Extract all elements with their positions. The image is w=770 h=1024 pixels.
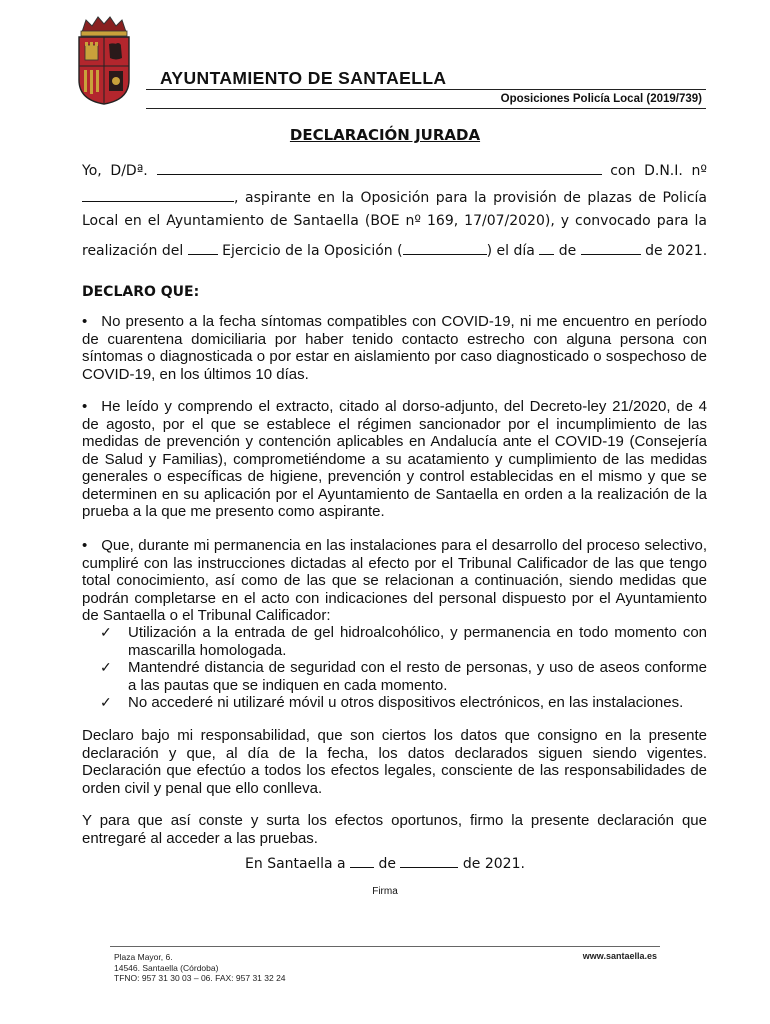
month-label: de (558, 243, 577, 259)
form-line-name (82, 160, 707, 179)
signature-month-label: de (378, 856, 397, 872)
checklist-text: Utilización a la entrada de gel hidroalcohólico, y permanencia en todo momento con mascarilla homologada. (128, 624, 707, 659)
footer-address-line: Plaza Mayor, 6. (114, 952, 173, 962)
footer-rule (110, 946, 660, 947)
bullet-icon: • (82, 398, 88, 415)
name-field[interactable] (157, 160, 602, 175)
dni-field[interactable] (82, 187, 234, 202)
day-field[interactable] (539, 240, 554, 255)
exercise-name-field[interactable] (403, 240, 487, 255)
footer-address (114, 952, 286, 984)
checkmark-icon: ✓ (100, 659, 112, 675)
checklist-item (100, 659, 707, 695)
dni-label: con D.N.I. nº (610, 163, 708, 179)
day-label: ) el día (486, 243, 535, 259)
exercise-text: Ejercicio de la Oposición ( (222, 243, 403, 259)
form-line-exercise (82, 240, 707, 259)
paragraph-decree (82, 398, 707, 521)
document-title: DECLARACIÓN JURADA (289, 126, 481, 144)
subheader-rule (146, 108, 706, 109)
paragraph-responsibility: Declaro bajo mi responsabilidad, que son ciertos los datos que consigno en la presente declaración y que, al día de la fecha, los datos declarados siguen siendo vigentes. Declaración que efectúo a todos los efectos legales, consciente de las responsabilidades de orden civil y penal que ello conlleva. (82, 727, 707, 797)
checklist-item (100, 694, 707, 712)
form-line-dni (82, 187, 707, 206)
header-rule (146, 89, 706, 90)
checklist-item (100, 624, 707, 660)
coat-of-arms-logo (74, 14, 134, 106)
paragraph-text: He leído y comprendo el extracto, citado al dorso-adjunto, del Decreto-ley 21/2020, de 4 de agosto, por el que se establece el régimen sancionador por el incumplimiento de las medidas de prevención y contención aplicables en Andalucía ante el COVID-19 (Consejería de Salud y Familias), comprometiéndome a su acatamiento y cumplimiento de las medidas generales o específicas de higiene, prevención y control establecidas en el mismo y que se determinen en su aplicación por el Ayuntamiento de Santaella en orden a la realización de la prueba a la que me presento como aspirante. (82, 398, 707, 520)
declaro-heading: DECLARO QUE: (82, 284, 200, 300)
paragraph-no-symptoms (82, 313, 707, 383)
footer-address-line: 14546. Santaella (Córdoba) (114, 962, 219, 973)
paragraph-conste: Y para que así conste y surta los efectos oportunos, firmo la presente declaración que entregaré al acceder a las pruebas. (82, 812, 707, 847)
checkmark-icon: ✓ (100, 624, 112, 640)
firma-label: Firma (372, 886, 398, 897)
signature-date-line (0, 853, 770, 872)
signature-year-label: de 2021. (462, 856, 525, 872)
exercise-label: realización del (82, 243, 184, 259)
paragraph-text: No presento a la fecha síntomas compatibles con COVID-19, ni me encuentro en período de cuarentena domiciliaria por haber tenido contacto estrecho con alguna persona con síntomas o diagnosticada o por estar en aislamiento por caso diagnosticado o sospechoso de COVID-19, en los últimos 10 días. (82, 313, 707, 383)
signature-place-label: En Santaella a (245, 856, 346, 872)
signature-day-field[interactable] (350, 853, 374, 868)
paragraph-instructions (82, 537, 707, 625)
paragraph-text: Que, durante mi permanencia en las instalaciones para el desarrollo del proceso selectivo, cumpliré con las instrucciones dictadas al efecto por el Tribunal Calificador de las que tengo total conocimiento, así como de las que se relacionan a continuación, siendo medidas que podrán completarse en el acto con indicaciones del personal dispuesto por el Ayuntamiento de Santaella o el Tribunal Calificador: (82, 537, 707, 624)
year-label: de 2021. (645, 243, 708, 259)
name-label: Yo, D/Dª. (82, 163, 148, 179)
subheader: Oposiciones Policía Local (2019/739) (500, 93, 702, 105)
footer-phone-line: TFNO: 957 31 30 03 – 06. FAX: 957 31 32 24 (114, 973, 286, 983)
form-line-boe: Local en el Ayuntamiento de Santaella (BOE nº 169, 17/07/2020), y convocado para la (82, 213, 707, 229)
signature-month-field[interactable] (400, 853, 458, 868)
bullet-icon: • (82, 537, 88, 554)
checkmark-icon: ✓ (100, 694, 112, 710)
aspirant-text: , aspirante en la Oposición para la provisión de plazas de Policía (234, 190, 707, 206)
month-field[interactable] (581, 240, 641, 255)
checklist-text: No accederé ni utilizaré móvil u otros dispositivos electrónicos, en las instalaciones. (128, 694, 684, 711)
footer-website-link[interactable]: www.santaella.es (582, 951, 657, 961)
bullet-icon: • (82, 313, 88, 330)
exercise-number-field[interactable] (188, 240, 218, 255)
checklist-text: Mantendré distancia de seguridad con el resto de personas, y uso de aseos conforme a las pautas que se indiquen en cada momento. (128, 659, 707, 694)
organization-name: AYUNTAMIENTO DE SANTAELLA (160, 68, 447, 88)
